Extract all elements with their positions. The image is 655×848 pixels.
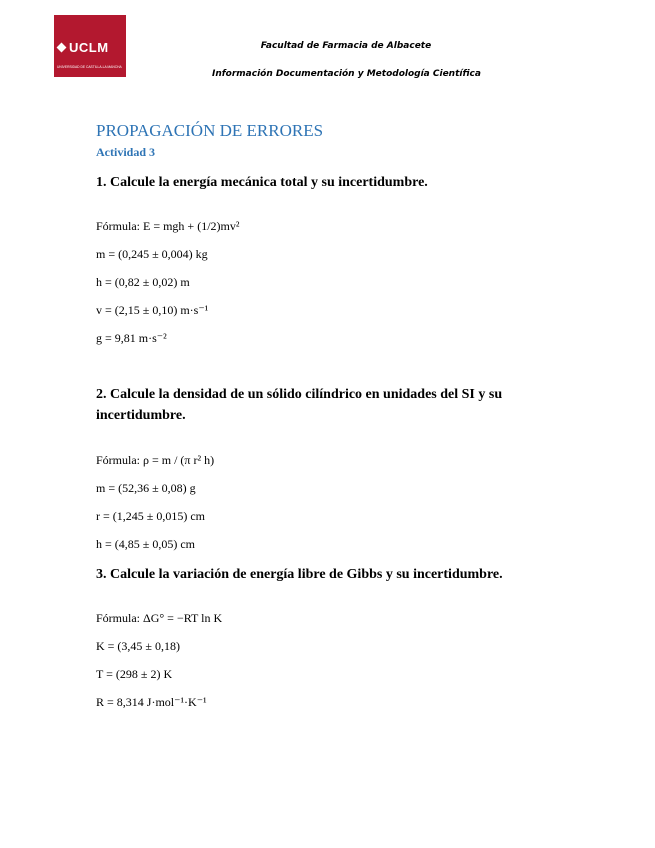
question-1-heading: 1. Calcule la energía mecánica total y su incertidumbre. (96, 175, 428, 190)
page-subtitle: Actividad 3 (96, 145, 156, 159)
logo-subtitle: UNIVERSIDAD DE CASTILLA-LA MANCHA (57, 65, 122, 69)
q3-temperature: T = (298 ± 2) K (96, 667, 173, 681)
q1-mass: m = (0,245 ± 0,004) kg (96, 247, 208, 261)
question-3-heading: 3. Calcule la variación de energía libre de Gibbs y su incertidumbre. (96, 567, 503, 582)
q1-height: h = (0,82 ± 0,02) m (96, 275, 190, 289)
header-faculty: Facultad de Farmacia de Albacete (260, 41, 432, 51)
q2-radius: r = (1,245 ± 0,015) cm (96, 509, 206, 523)
q2-formula: Fórmula: ρ = m / (π r² h) (96, 453, 215, 467)
q3-k: K = (3,45 ± 0,18) (96, 639, 181, 653)
q2-height: h = (4,85 ± 0,05) cm (96, 537, 196, 551)
q3-gas-constant: R = 8,314 J·mol⁻¹·K⁻¹ (96, 695, 207, 709)
q2-mass: m = (52,36 ± 0,08) g (96, 481, 196, 495)
q1-velocity: v = (2,15 ± 0,10) m·s⁻¹ (96, 303, 209, 317)
q3-formula: Fórmula: ΔG° = −RT ln K (96, 611, 223, 625)
logo-brand: UCLM (69, 40, 109, 55)
header-course: Información Documentación y Metodología Científica (212, 69, 481, 79)
page-title: PROPAGACIÓN DE ERRORES (96, 121, 324, 140)
q1-formula: Fórmula: E = mgh + (1/2)mv² (96, 219, 240, 233)
question-2-heading: 2. Calcule la densidad de un sólido cilíndrico en unidades del SI y su incertidumbre. (96, 387, 503, 423)
q1-gravity: g = 9,81 m·s⁻² (96, 331, 167, 345)
